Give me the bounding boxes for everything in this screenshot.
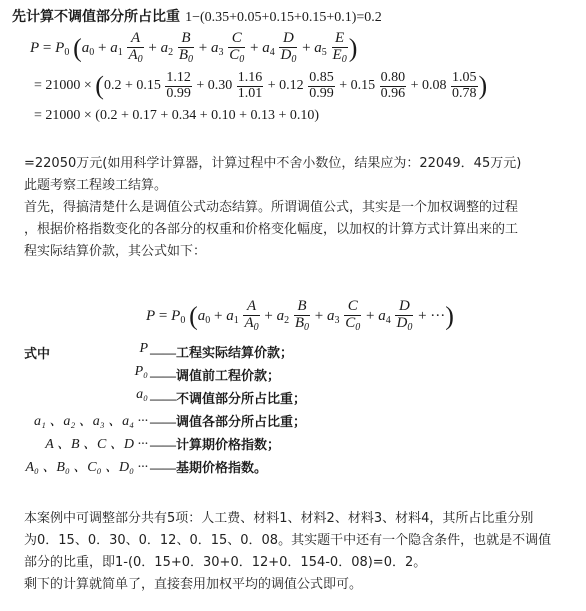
fraction: $\frac{A}{A_0}$ [244,298,259,334]
fraction: $\frac{D}{D_0}$ [396,298,413,334]
definition-symbol: P₀ [134,364,148,379]
fraction: $\frac{E}{E_0}$ [332,30,347,66]
text-line: =22050万元(如用科学计算器，计算过程中不舍小数位，结果应为：22049．45万元) [24,156,522,171]
definition-text: ——调值各部分所占比重； [150,414,307,429]
intro-label: 先计算不调值部分所占比重 [12,10,180,25]
formula-main: $P = P_0$ ($a_0 + a_1$ $\frac{A}{A_0}$ + $a_2$ $\frac{B}{B_0}$ + $a_3$ $\frac{C}{C_0}$ + $a_4$ $\frac{D}{D_0}$ + $a_5$ $\frac{E}{E_0}$ ) [30,30,358,66]
formula-symbol: a [378,308,386,324]
fraction: $\frac{C}{C_0}$ [345,298,361,334]
definition-row [0,341,586,361]
text-line: 程实际结算价款，其公式如下： [24,244,207,259]
formula-text: = 21000 × [34,78,92,94]
fraction: $\frac{0.85}{0.99}$ [309,69,334,101]
formula-text: + 0.08 [410,78,447,94]
text-line: 首先，得搞清楚什么是调值公式动态结算。所谓调值公式，其实是一个加权调整的过程 [24,200,519,215]
text-line: ，根据价格指数变化的各部分的权重和价格变化幅度，以加权的计算方式计算出来的工 [24,222,519,237]
definition-row [0,387,586,407]
explanation-paragraph [24,153,584,263]
formula-symbol: a [81,40,90,56]
formula-symbol: P [171,308,181,324]
fraction: $\frac{D}{D_0}$ [280,30,297,66]
formula-symbol: = [42,40,52,56]
fraction: $\frac{0.80}{0.96}$ [380,69,406,101]
text-line: 剩下的计算就简单了，直接套用加权平均的调值公式即可。 [24,577,363,592]
formula-symbol: a [314,40,322,56]
definition-row [0,456,586,476]
intro-expression: 1−(0.35+0.05+0.15+0.15+0.1)=0.2 [185,10,382,25]
fraction: $\frac{1.05}{0.78}$ [452,69,477,101]
text-line: 部分的比重，即1-(0．15+0．30+0．12+0．154-0．08)=0．2。 [24,555,427,570]
formula-symbol: P [30,40,40,56]
definition-text: ——计算期价格指数； [150,437,281,452]
formula-symbol: a [326,308,335,324]
definition-symbol: P [139,341,148,356]
text-line: 此题考察工程竣工结算。 [24,178,168,193]
formula-simplified: = 21000 × (0.2 + 0.17 + 0.34 + 0.10 + 0.13 + 0.10) [34,108,320,123]
formula-symbol: a [110,40,118,56]
fraction: $\frac{B}{B_0}$ [294,298,310,334]
case-paragraph [24,508,584,596]
text-line: 为0．15、0．30、0．12、0．15、0．08。其实题干中还有一个隐含条件，也就是不调值 [24,533,552,548]
formula-symbol: a [197,308,206,324]
formula-symbol: P [55,40,65,56]
formula-symbol: P [146,308,156,324]
fraction: $\frac{1.12}{0.99}$ [166,69,191,101]
formula-text: + 0.15 [339,78,376,94]
formula-symbol: a [210,40,219,56]
formula-text: 0.2 + 0.15 [103,78,161,94]
definition-text: ——调值前工程价款； [150,368,281,383]
definition-row [0,433,586,453]
fraction: $\frac{1.16}{1.01}$ [237,69,263,101]
fraction: $\frac{A}{A_0}$ [128,30,143,66]
definition-symbol: A 、B 、C 、D ··· [45,437,148,452]
formula-text: + 0.12 [267,78,304,94]
formula-text: + 0.30 [196,78,233,94]
definition-row [0,410,586,430]
formula-symbol: a [226,308,234,324]
formula-symbol: a [262,40,270,56]
definition-symbol: a₀ [136,387,148,402]
formula-substitution: = 21000 × (0.2 + 0.15 $\frac{1.12}{0.99}$ + 0.30 $\frac{1.16}{1.01}$ + 0.12 $\frac{0.85}{0.99}$ + 0.15 $\frac{0.80}{0.96}$ + 0.08 $\frac{1.05}{0.78}$ ) [34,69,488,101]
formula-symbol: a [276,308,285,324]
fraction: $\frac{B}{B_0}$ [178,30,194,66]
definition-text: ——基期价格指数。 [150,460,268,475]
general-formula: $P = P_0$ ($a_0 + a_1$ $\frac{A}{A_0}$ + $a_2$ $\frac{B}{B_0}$ + $a_3$ $\frac{C}{C_0}$ + $a_4$ $\frac{D}{D_0}$ + ···) [146,298,454,334]
text-line: 本案例中可调整部分共有5项：人工费、材料1、材料2、材料3、材料4，其所占比重分别 [24,511,534,526]
where-label: 式中 [24,346,51,361]
formula-symbol: + ··· [418,308,446,324]
definition-symbol: A₀ 、B₀ 、C₀ 、D₀ ··· [25,460,148,475]
formula-symbol: = [158,308,168,324]
formula-symbol: a [160,40,169,56]
definition-text: ——不调值部分所占比重； [150,391,307,406]
definition-text: ——工程实际结算价款； [150,345,294,360]
definition-symbol: a₁ 、a₂ 、a₃ 、a₄ ··· [34,414,148,429]
intro-line [12,6,382,26]
definition-row [0,364,586,384]
fraction: $\frac{C}{C_0}$ [229,30,245,66]
